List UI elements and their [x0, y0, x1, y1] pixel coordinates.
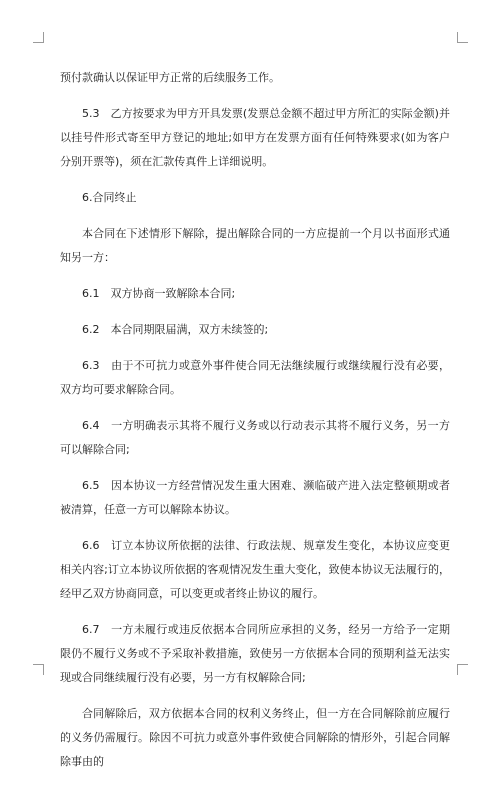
clause-5-3: 5.3 乙方按要求为甲方开具发票(发票总金额不超过甲方所汇的实际金额)并以挂号件形式寄至甲方登记的地址;如甲方在发票方面有任何特殊要求(如为客户分别开票等)，须在汇款传真件上详细说明。: [60, 107, 450, 168]
paragraph: 本合同在下述情形下解除，提出解除合同的一方应提前一个月以书面形式通知另一方：: [60, 227, 450, 264]
clause-6-7: 6.7 一方未履行或违反依据本合同所应承担的义务，经另一方给予一定期限仍不履行义务或不予采取补救措施，致使另一方依据本合同的预期利益无法实现或合同继续履行没有必要，另一方有权解除合同;: [60, 623, 450, 684]
crop-mark-bottom-left: [33, 664, 44, 675]
paragraph: 合同解除后，双方依据本合同的权利义务终止，但一方在合同解除前应履行的义务仍需履行。除因不可抗力或意外事件致使合同解除的情形外，引起合同解除事由的: [60, 707, 450, 768]
clause-6-5: 6.5 因本协议一方经营情况发生重大困难、濒临破产进入法定整顿期或者被清算，任意一方可以解除本协议。: [60, 479, 450, 516]
clause-6-1: 6.1 双方协商一致解除本合同;: [82, 287, 236, 300]
crop-mark-bottom-right: [457, 664, 468, 675]
clause-6-2: 6.2 本合同期限届满，双方未续签的;: [82, 323, 269, 336]
document-body: [60, 66, 450, 786]
crop-mark-top-right: [457, 32, 468, 43]
section-heading: 6.合同终止: [82, 191, 137, 204]
clause-6-6: 6.6 订立本协议所依据的法律、行政法规、规章发生变化，本协议应变更相关内容;订立本协议所依据的客观情况发生重大变化，致使本协议无法履行的，经甲乙双方协商同意，可以变更或者终止协议的履行。: [60, 539, 450, 600]
clause-6-4: 6.4 一方明确表示其将不履行义务或以行动表示其将不履行义务，另一方可以解除合同;: [60, 419, 450, 456]
clause-6-3: 6.3 由于不可抗力或意外事件使合同无法继续履行或继续履行没有必要，双方均可要求解除合同。: [60, 359, 450, 396]
crop-mark-top-left: [33, 32, 44, 43]
paragraph: 预付款确认以保证甲方正常的后续服务工作。: [60, 71, 280, 84]
